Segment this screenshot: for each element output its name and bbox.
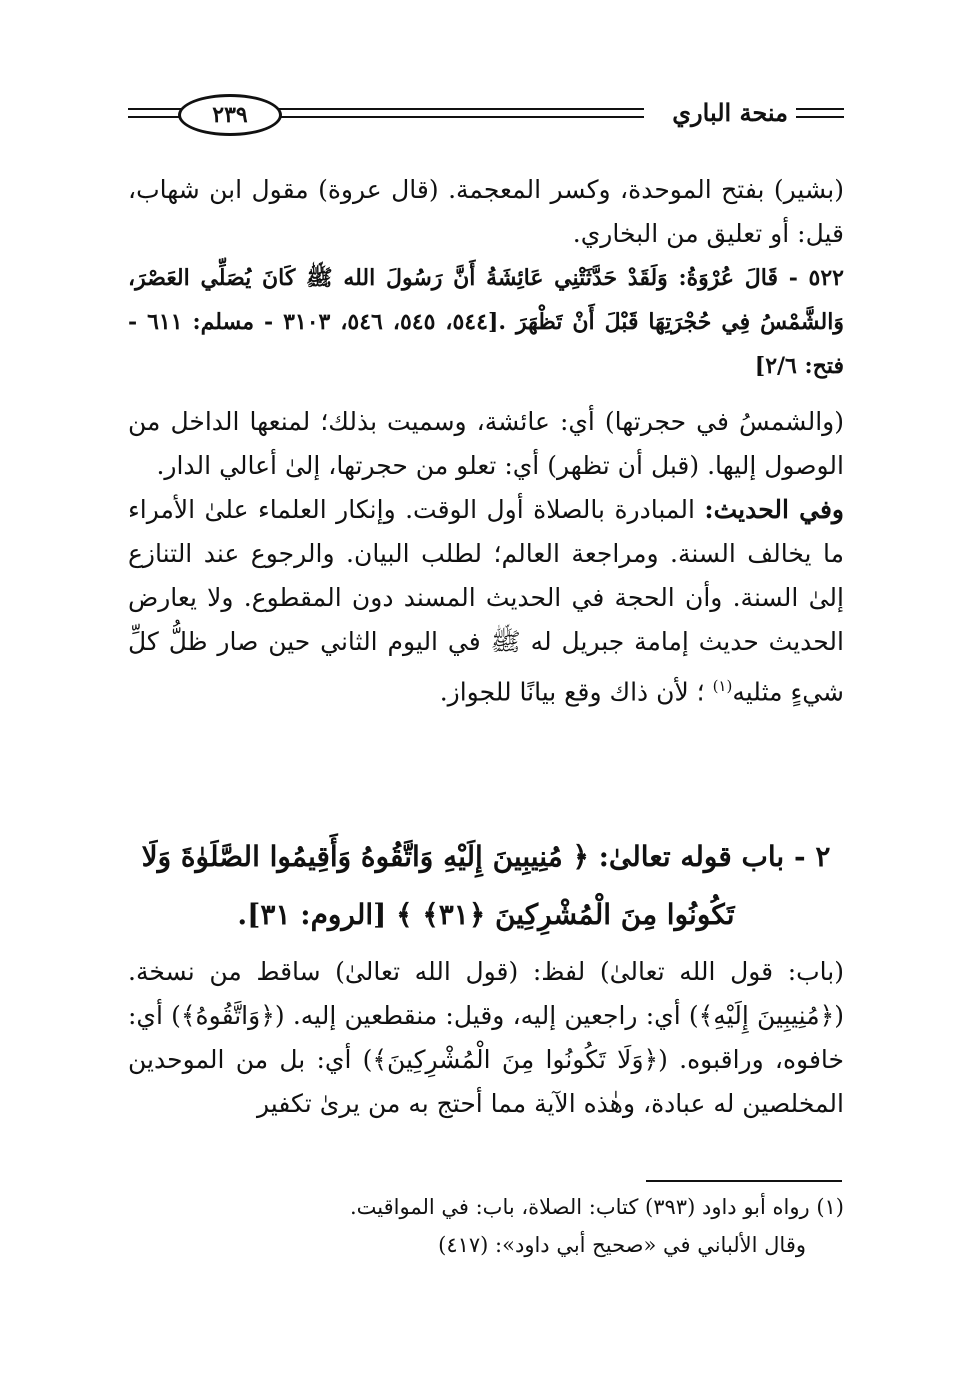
page-header [128,92,844,136]
header-rule-left-bottom [128,116,182,118]
benefits-lead: وفي الحديث: [704,495,844,524]
paragraph-commentary-2: (والشمسُ في حجرتها) أي: عائشة، وسميت بذلك؛ لمنعها الداخل من الوصول إليها. (قبل أن تظهر) أي: تعلو من حجرتها، إلىٰ أعالي الدار. [128,407,844,480]
header-rule-right-top [796,108,844,110]
benefits-text: المبادرة بالصلاة أول الوقت. وإنكار العلماء علىٰ الأمراء ما يخالف السنة. ومراجعة العالم؛ لطلب البيان. والرجوع عند التنازع إلىٰ السنة. وأن الحجة في الحديث المسند دون المقطوع. ولا يعارض الحديث حديث إمامة جبريل له ﷺ في اليوم الثاني حين صار ظلُّ كلِّ شيءٍ مثليه [128,495,844,707]
main-text-3 [128,950,844,1126]
header-rule-middle-bottom [274,116,644,118]
chapter-heading: ٢ - باب قوله تعالىٰ: ﴿ مُنِيبِينَ إِلَيْهِ وَاتَّقُوهُ وَأَقِيمُوا الصَّلَوٰةَ وَلَا تَكُونُوا مِنَ الْمُشْرِكِينَ ﴿٣١﴾ ﴾ [الروم: ٣١]. [141,840,831,931]
header-rule-middle-top [274,108,644,110]
main-text-2 [128,400,844,714]
footnote-1-line-2: وقال الألباني في «صحيح أبي داود»: (٤١٧) [438,1233,806,1257]
hadith-text: ٥٢٢ - قَالَ عُرْوَةُ: وَلَقَدْ حَدَّثَتْنِي عَائِشَةُ أَنَّ رَسُولَ الله ﷺ كَانَ يُصَلِّي العَصْرَ، وَالشَّمْسُ فِي حُجْرَتِهَا قَبْلَ أَنْ تَظْهَرَ .[٥٤٤، ٥٤٥، ٥٤٦، ٣١٠٣ - مسلم: ٦١١ - فتح: ٢/٦] [128,265,844,379]
footnote-1-line-1: (١) رواه أبو داود (٣٩٣) كتاب: الصلاة، باب: في المواقيت. [349,1195,844,1219]
footnotes [200,1188,844,1264]
footnote-separator [646,1180,842,1182]
footnote-ref: (١) [712,677,733,695]
page-number: ٢٣٩ [178,94,282,136]
header-rule-left-top [128,108,182,110]
paragraph-commentary-1: (بشير) بفتح الموحدة، وكسر المعجمة. (قال عروة) مقول ابن شهاب، قيل: أو تعليق من البخاري. [128,175,844,248]
running-title: منحة الباري [672,98,788,127]
paragraph-benefits [128,488,844,714]
header-rule-right-bottom [796,116,844,118]
paragraph-commentary-3: (باب: قول الله تعالىٰ) لفظ: (قول الله تعالىٰ) ساقط من نسخة. (﴿مُنِيبِينَ إِلَيْهِ﴾) أي: راجعين إليه، وقيل: منقطعين إليه. (﴿وَاتَّقُوهُ﴾) أي: خافوه، وراقبوه. (﴿وَلَا تَكُونُوا مِنَ الْمُشْرِكِينَ﴾) أي: بل من الموحدين المخلصين له عبادة، وهٰذه الآية مما أحتج به من يرىٰ تكفير [128,957,844,1118]
main-text [128,168,844,388]
benefits-end: ؛ لأن ذاك وقع بيانًا للجواز. [439,677,713,707]
